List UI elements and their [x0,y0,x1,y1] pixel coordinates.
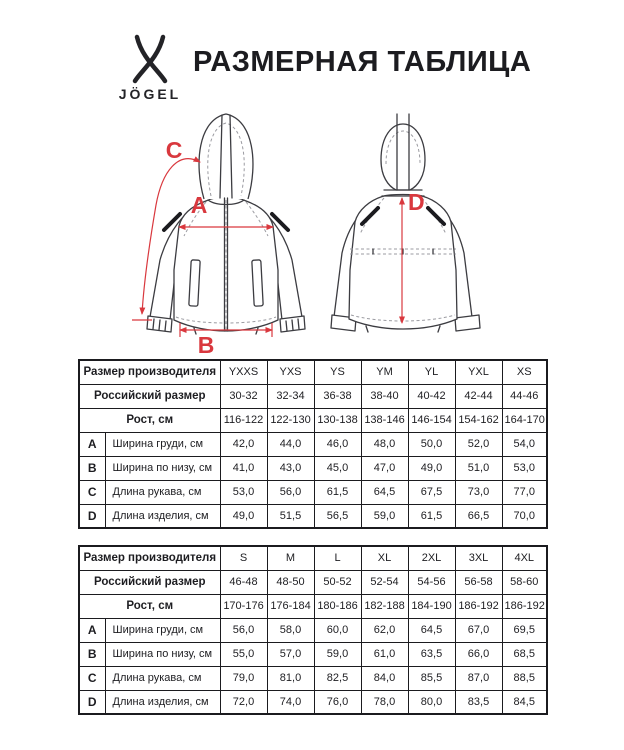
measure-value-cell: 59,0 [361,504,408,528]
measure-value-cell: 47,0 [361,456,408,480]
size-value-cell: 58-60 [502,570,547,594]
back-body [349,195,457,333]
size-value-cell: 122-130 [267,408,314,432]
size-value-cell: XL [361,546,408,570]
measure-value-cell: 61,5 [314,480,361,504]
measure-letter-d: D [408,189,425,215]
measure-value-cell: 61,0 [361,642,408,666]
size-value-cell: 38-40 [361,384,408,408]
measure-value-cell: 49,0 [220,504,267,528]
size-value-cell: XS [502,360,547,384]
measure-letter-c: C [165,137,183,163]
measure-value-cell: 83,5 [455,690,502,714]
measure-value-cell: 46,0 [314,432,361,456]
size-value-cell: 180-186 [314,594,361,618]
measure-letter-cell: A [79,432,105,456]
measure-letter-cell: D [79,504,105,528]
size-value-cell: 130-138 [314,408,361,432]
size-value-cell: 56-58 [455,570,502,594]
measure-value-cell: 67,0 [455,618,502,642]
size-value-cell: 170-176 [220,594,267,618]
measure-value-cell: 52,0 [455,432,502,456]
measure-value-cell: 41,0 [220,456,267,480]
measure-value-cell: 56,0 [220,618,267,642]
size-value-cell: 176-184 [267,594,314,618]
size-value-cell: 48-50 [267,570,314,594]
measure-value-cell: 67,5 [408,480,455,504]
measure-letter-cell: A [79,618,105,642]
front-hood [199,114,253,205]
measure-value-cell: 81,0 [267,666,314,690]
table-header-row [79,360,547,384]
size-value-cell: YXS [267,360,314,384]
measure-value-cell: 53,0 [502,456,547,480]
size-value-cell: 30-32 [220,384,267,408]
measure-value-cell: 48,0 [361,432,408,456]
measure-value-cell: 69,5 [502,618,547,642]
size-value-cell: YM [361,360,408,384]
measure-label-cell: Ширина по низу, см [105,642,220,666]
measure-value-cell: 57,0 [267,642,314,666]
size-value-cell: M [267,546,314,570]
size-value-cell: 54-56 [408,570,455,594]
size-value-cell: 186-192 [455,594,502,618]
measure-value-cell: 60,0 [314,618,361,642]
table-measure-row [79,456,547,480]
size-value-cell: YXL [455,360,502,384]
measure-value-cell: 66,5 [455,504,502,528]
measure-letter-cell: B [79,456,105,480]
table-header-row [79,594,547,618]
measure-value-cell: 85,5 [408,666,455,690]
measure-value-cell: 66,0 [455,642,502,666]
size-value-cell: 46-48 [220,570,267,594]
measure-letter-cell: C [79,480,105,504]
size-value-cell: 36-38 [314,384,361,408]
measure-value-cell: 51,5 [267,504,314,528]
measure-value-cell: 61,5 [408,504,455,528]
measure-value-cell: 51,0 [455,456,502,480]
measure-value-cell: 64,5 [408,618,455,642]
header-row-label: Рост, см [79,408,220,432]
brand-logo [110,34,190,102]
measure-letter-cell: D [79,690,105,714]
measure-value-cell: 43,0 [267,456,314,480]
measure-value-cell: 62,0 [361,618,408,642]
size-value-cell: 116-122 [220,408,267,432]
size-table-youth [78,359,548,529]
size-value-cell: 32-34 [267,384,314,408]
measure-value-cell: 56,5 [314,504,361,528]
measure-value-cell: 77,0 [502,480,547,504]
measure-label-cell: Длина изделия, см [105,690,220,714]
size-value-cell: YXXS [220,360,267,384]
table-measure-row [79,690,547,714]
measure-value-cell: 56,0 [267,480,314,504]
table-measure-row [79,432,547,456]
table-measure-row [79,618,547,642]
measure-value-cell: 78,0 [361,690,408,714]
size-value-cell: 182-188 [361,594,408,618]
size-value-cell: 146-154 [408,408,455,432]
size-value-cell: S [220,546,267,570]
header-row-label: Российский размер [79,570,220,594]
measure-value-cell: 72,0 [220,690,267,714]
measure-value-cell: 50,0 [408,432,455,456]
table-header-row [79,408,547,432]
header-row-label: Размер производителя [79,546,220,570]
size-value-cell: 40-42 [408,384,455,408]
back-hood [381,114,425,196]
measure-value-cell: 79,0 [220,666,267,690]
measure-label-cell: Ширина по низу, см [105,456,220,480]
size-value-cell: 2XL [408,546,455,570]
size-value-cell: 186-192 [502,594,547,618]
header-row-label: Российский размер [79,384,220,408]
header-row-label: Размер производителя [79,360,220,384]
size-value-cell: 3XL [455,546,502,570]
measure-value-cell: 55,0 [220,642,267,666]
size-value-cell: 50-52 [314,570,361,594]
jacket-back-diagram [318,100,493,356]
measure-value-cell: 58,0 [267,618,314,642]
page-title: РАЗМЕРНАЯ ТАБЛИЦА [193,46,532,78]
table-header-row [79,384,547,408]
measure-label-cell: Длина рукава, см [105,480,220,504]
table-measure-row [79,480,547,504]
measure-value-cell: 45,0 [314,456,361,480]
measure-label-cell: Длина изделия, см [105,504,220,528]
size-table-adult [78,545,548,715]
measure-label-cell: Ширина груди, см [105,618,220,642]
measure-value-cell: 49,0 [408,456,455,480]
measure-value-cell: 88,5 [502,666,547,690]
measure-value-cell: 84,5 [502,690,547,714]
size-value-cell: 4XL [502,546,547,570]
measure-value-cell: 74,0 [267,690,314,714]
table-measure-row [79,504,547,528]
size-value-cell: YS [314,360,361,384]
measure-value-cell: 68,5 [502,642,547,666]
table-measure-row [79,642,547,666]
measure-value-cell: 59,0 [314,642,361,666]
measure-value-cell: 53,0 [220,480,267,504]
table-header-row [79,570,547,594]
measure-value-cell: 54,0 [502,432,547,456]
measure-value-cell: 84,0 [361,666,408,690]
measure-value-cell: 70,0 [502,504,547,528]
size-value-cell: 52-54 [361,570,408,594]
measure-label-cell: Длина рукава, см [105,666,220,690]
measure-value-cell: 64,5 [361,480,408,504]
measure-label-cell: Ширина груди, см [105,432,220,456]
size-value-cell: 44-46 [502,384,547,408]
measure-value-cell: 76,0 [314,690,361,714]
size-value-cell: 164-170 [502,408,547,432]
measure-value-cell: 73,0 [455,480,502,504]
size-value-cell: 138-146 [361,408,408,432]
measure-value-cell: 80,0 [408,690,455,714]
measure-letter-a: A [190,192,208,218]
measure-letter-b: B [197,332,215,356]
size-value-cell: L [314,546,361,570]
size-value-cell: YL [408,360,455,384]
header-row-label: Рост, см [79,594,220,618]
measure-value-cell: 63,5 [408,642,455,666]
size-value-cell: 42-44 [455,384,502,408]
measure-value-cell: 42,0 [220,432,267,456]
brand-logo-text: JÖGEL [118,86,182,102]
jacket-front-diagram [126,100,326,356]
table-measure-row [79,666,547,690]
measure-value-cell: 82,5 [314,666,361,690]
jogel-logo-icon [129,34,171,84]
table-header-row [79,546,547,570]
measure-letter-cell: C [79,666,105,690]
size-value-cell: 184-190 [408,594,455,618]
measure-value-cell: 87,0 [455,666,502,690]
measure-value-cell: 44,0 [267,432,314,456]
size-value-cell: 154-162 [455,408,502,432]
measure-letter-cell: B [79,642,105,666]
